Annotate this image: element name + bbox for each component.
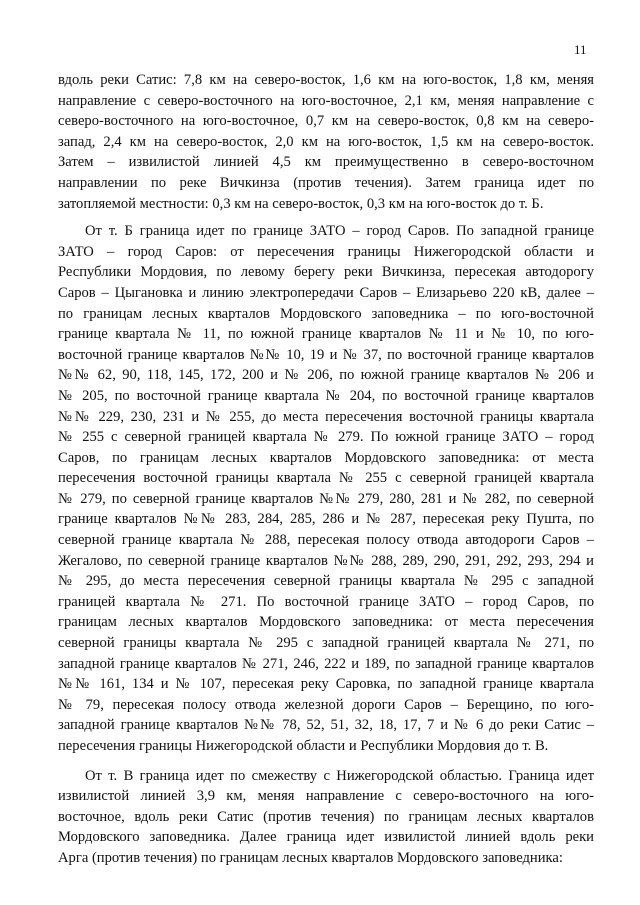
text-line: Затем – извилистой линией 4,5 км преимущественно в северо-восточном [58, 154, 594, 171]
text-line: От т. Б граница идет по границе ЗАТО – город Саров. По западной границе [85, 223, 594, 240]
text-line: извилистой линией 3,9 км, меняя направление с северо-восточного на юго- [58, 788, 594, 805]
text-line: Жегалово, по северной границе кварталов №№ 288, 289, 290, 291, 292, 293, 294 и [58, 552, 594, 569]
text-line: №№ 161, 134 и № 107, пересекая реку Саровка, по западной границе квартала [58, 676, 594, 693]
text-line: северной границы квартала № 295 с западной границей квартала № 271, по [58, 635, 594, 652]
text-line: направление с северо-восточного на юго-восточное, 2,1 км, меняя направление с [58, 92, 594, 109]
text-line: пересечения границы Нижегородской области и Республики Мордовия до т. В. [58, 738, 549, 754]
text-line: Мордовского заповедника. Далее граница идет извилистой линией вдоль реки [58, 829, 594, 846]
text-line: Саров – Цыгановка и линию электропередачи Саров – Елизарьево 220 кВ, далее – [58, 284, 594, 301]
paragraph-gap [58, 214, 594, 221]
text-line: №№ 62, 90, 118, 145, 172, 200 и № 206, по южной границе кварталов № 206 и [58, 367, 594, 384]
text-line: границам лесных кварталов Мордовского заповедника: от места пересечения [58, 614, 594, 631]
text-line: северной границе квартала № 288, пересекая полосу отвода автодороги Саров – [58, 532, 594, 549]
page-number: 11 [574, 42, 587, 57]
paragraph-gap [58, 757, 594, 766]
text-line: запад, 2,4 км на северо-восток, 2,0 км на юго-восток, 1,5 км на северо-восток. [58, 133, 594, 150]
text-line: западной границе кварталов №№ 78, 52, 51, 32, 18, 17, 7 и № 6 до реки Сатис – [58, 717, 594, 734]
text-line: восточное, вдоль реки Сатис (против течения) по границам лесных кварталов [58, 808, 594, 825]
text-line: № 205, по восточной границе квартала № 204, по восточной границе кварталов [58, 387, 594, 404]
text-line: № 79, пересекая полосу отвода железной дороги Саров – Берещино, по юго- [58, 696, 594, 713]
text-line: границе кварталов №№ 283, 284, 285, 286 и № 287, пересекая реку Пуштa, по [58, 511, 594, 528]
text-line: северо-восточного на юго-восточное, 0,7 км на северо-восток, 0,8 км на северо- [58, 113, 594, 130]
text-line: № 295, до места пересечения северной границы квартала № 295 с западной [58, 573, 594, 590]
text-line: затопляемой местности: 0,3 км на северо-восток, 0,3 км на юго-восток до т. Б. [58, 195, 544, 212]
document-body [58, 70, 594, 869]
text-line: Республики Мордовия, по левому берегу реки Вичкинза, пересекая автодорогу [58, 264, 594, 281]
paragraph [58, 766, 594, 869]
text-line: по границам лесных кварталов Мордовского заповедника – по юго-восточной [58, 305, 594, 322]
text-line: восточной границе кварталов №№ 10, 19 и № 37, по восточной границе кварталов [58, 346, 594, 363]
text-line: границей квартала № 271. По восточной границе ЗАТО – город Саров, по [58, 593, 594, 610]
text-line: Саров, по границам лесных кварталов Мордовского заповедника: от места [58, 449, 594, 466]
text-line: № 255 с северной границей квартала № 279. По южной границе ЗАТО – город [58, 429, 594, 446]
text-line: западной границе кварталов № 271, 246, 222 и 189, по западной границе кварталов [58, 655, 594, 672]
paragraph [58, 70, 594, 214]
text-line: пересечения восточной границы квартала № 255 с северной границей квартала [58, 470, 594, 487]
text-line: № 279, по северной границе кварталов №№ 279, 280, 281 и № 282, по северной [58, 490, 594, 507]
paragraph [58, 221, 594, 756]
text-line: вдоль реки Сатис: 7,8 км на северо-восток, 1,6 км на юго-восток, 1,8 км, меняя [58, 72, 594, 88]
text-line: ЗАТО – город Саров: от пересечения границы Нижегородской области и [58, 243, 594, 260]
text-line: Арга (против течения) по границам лесных кварталов Мордовского заповедника: [58, 849, 563, 866]
text-line: направлении по реке Вичкинза (против течения). Затем граница идет по [58, 174, 594, 191]
text-line: От т. В граница идет по смежеству с Нижегородской областью. Граница идет [85, 767, 594, 784]
text-line: №№ 229, 230, 231 и № 255, до места пересечения восточной границы квартала [58, 408, 594, 425]
text-line: границе квартала № 11, по южной границе кварталов № 11 и № 10, по юго- [58, 326, 594, 343]
